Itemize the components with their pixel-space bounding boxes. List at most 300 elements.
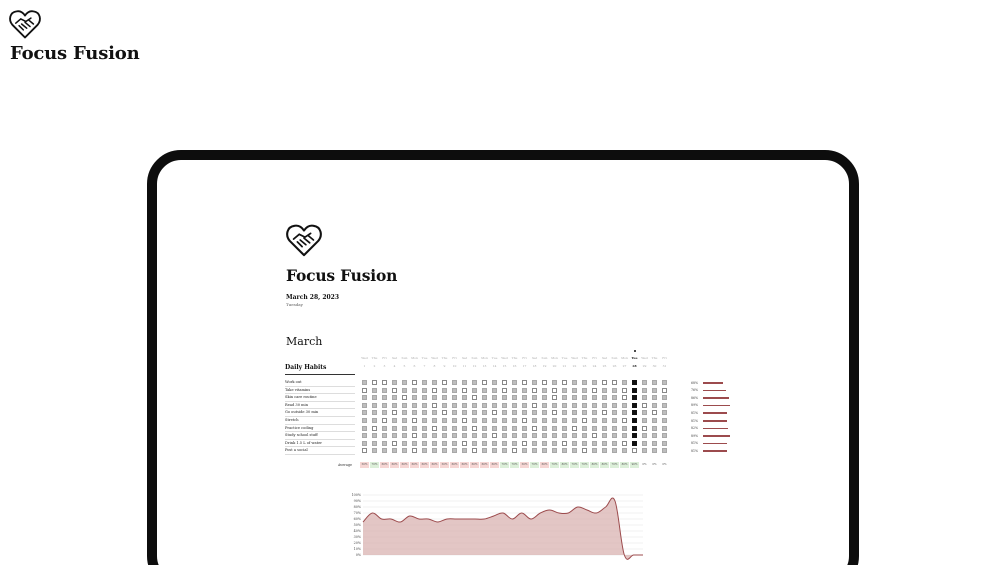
habit-checkbox[interactable] — [592, 426, 597, 431]
habit-checkbox[interactable] — [662, 403, 667, 408]
habit-checkbox[interactable] — [622, 395, 627, 400]
habit-checkbox[interactable] — [642, 418, 647, 423]
habit-checkbox[interactable] — [542, 441, 547, 446]
habit-checkbox[interactable] — [452, 380, 457, 385]
habit-checkbox[interactable] — [362, 388, 367, 393]
habit-checkbox[interactable] — [412, 441, 417, 446]
habit-checkbox[interactable] — [382, 426, 387, 431]
habit-checkbox[interactable] — [402, 410, 407, 415]
habit-checkbox[interactable] — [512, 426, 517, 431]
habit-checkbox[interactable] — [622, 433, 627, 438]
habit-checkbox[interactable] — [582, 395, 587, 400]
habit-checkbox[interactable] — [652, 380, 657, 385]
habit-checkbox[interactable] — [652, 395, 657, 400]
habit-checkbox[interactable] — [592, 448, 597, 453]
habit-checkbox[interactable] — [432, 441, 437, 446]
habit-checkbox[interactable] — [602, 418, 607, 423]
habit-checkbox[interactable] — [552, 388, 557, 393]
habit-checkbox[interactable] — [362, 441, 367, 446]
habit-checkbox[interactable] — [542, 433, 547, 438]
habit-checkbox[interactable] — [582, 441, 587, 446]
habit-checkbox[interactable] — [662, 433, 667, 438]
habit-checkbox[interactable] — [552, 441, 557, 446]
habit-checkbox[interactable] — [582, 403, 587, 408]
habit-checkbox[interactable] — [522, 426, 527, 431]
habit-checkbox[interactable] — [442, 418, 447, 423]
habit-checkbox[interactable] — [662, 388, 667, 393]
habit-checkbox[interactable] — [372, 395, 377, 400]
habit-checkbox[interactable] — [412, 426, 417, 431]
habit-checkbox[interactable] — [462, 403, 467, 408]
habit-checkbox[interactable] — [522, 448, 527, 453]
habit-checkbox[interactable] — [482, 433, 487, 438]
habit-checkbox[interactable] — [532, 418, 537, 423]
habit-checkbox[interactable] — [542, 395, 547, 400]
habit-checkbox[interactable] — [592, 410, 597, 415]
habit-checkbox[interactable] — [652, 426, 657, 431]
habit-checkbox[interactable] — [382, 380, 387, 385]
habit-checkbox[interactable] — [552, 448, 557, 453]
habit-checkbox[interactable] — [652, 433, 657, 438]
habit-checkbox[interactable] — [632, 433, 637, 438]
habit-checkbox[interactable] — [622, 448, 627, 453]
habit-checkbox[interactable] — [422, 448, 427, 453]
habit-checkbox[interactable] — [532, 426, 537, 431]
habit-checkbox[interactable] — [422, 418, 427, 423]
habit-checkbox[interactable] — [612, 403, 617, 408]
habit-checkbox[interactable] — [372, 426, 377, 431]
habit-checkbox[interactable] — [442, 448, 447, 453]
habit-checkbox[interactable] — [602, 448, 607, 453]
habit-checkbox[interactable] — [432, 403, 437, 408]
habit-checkbox[interactable] — [572, 388, 577, 393]
habit-checkbox[interactable] — [472, 380, 477, 385]
habit-checkbox[interactable] — [462, 441, 467, 446]
habit-checkbox[interactable] — [412, 388, 417, 393]
habit-checkbox[interactable] — [542, 448, 547, 453]
habit-checkbox[interactable] — [392, 426, 397, 431]
habit-checkbox[interactable] — [512, 448, 517, 453]
habit-checkbox[interactable] — [392, 395, 397, 400]
habit-checkbox[interactable] — [392, 403, 397, 408]
habit-checkbox[interactable] — [412, 418, 417, 423]
habit-checkbox[interactable] — [592, 441, 597, 446]
habit-checkbox[interactable] — [552, 410, 557, 415]
habit-checkbox[interactable] — [362, 380, 367, 385]
habit-checkbox[interactable] — [542, 426, 547, 431]
habit-checkbox[interactable] — [482, 418, 487, 423]
habit-checkbox[interactable] — [452, 441, 457, 446]
habit-checkbox[interactable] — [632, 403, 637, 408]
habit-checkbox[interactable] — [522, 403, 527, 408]
habit-checkbox[interactable] — [652, 418, 657, 423]
habit-checkbox[interactable] — [522, 418, 527, 423]
habit-checkbox[interactable] — [452, 395, 457, 400]
habit-checkbox[interactable] — [442, 403, 447, 408]
habit-checkbox[interactable] — [642, 388, 647, 393]
habit-checkbox[interactable] — [622, 441, 627, 446]
habit-checkbox[interactable] — [632, 410, 637, 415]
habit-checkbox[interactable] — [502, 380, 507, 385]
habit-checkbox[interactable] — [522, 410, 527, 415]
habit-checkbox[interactable] — [502, 441, 507, 446]
habit-checkbox[interactable] — [642, 403, 647, 408]
habit-checkbox[interactable] — [572, 403, 577, 408]
habit-checkbox[interactable] — [592, 418, 597, 423]
habit-checkbox[interactable] — [592, 380, 597, 385]
habit-checkbox[interactable] — [612, 441, 617, 446]
habit-checkbox[interactable] — [562, 433, 567, 438]
habit-checkbox[interactable] — [402, 380, 407, 385]
habit-checkbox[interactable] — [392, 380, 397, 385]
habit-checkbox[interactable] — [562, 426, 567, 431]
habit-checkbox[interactable] — [422, 410, 427, 415]
habit-checkbox[interactable] — [602, 433, 607, 438]
habit-checkbox[interactable] — [552, 380, 557, 385]
habit-checkbox[interactable] — [372, 380, 377, 385]
habit-checkbox[interactable] — [452, 388, 457, 393]
habit-checkbox[interactable] — [382, 410, 387, 415]
habit-checkbox[interactable] — [432, 410, 437, 415]
habit-checkbox[interactable] — [632, 426, 637, 431]
habit-checkbox[interactable] — [472, 426, 477, 431]
habit-checkbox[interactable] — [512, 410, 517, 415]
habit-checkbox[interactable] — [662, 426, 667, 431]
habit-checkbox[interactable] — [632, 418, 637, 423]
habit-checkbox[interactable] — [462, 388, 467, 393]
habit-checkbox[interactable] — [522, 388, 527, 393]
habit-checkbox[interactable] — [602, 426, 607, 431]
habit-checkbox[interactable] — [482, 448, 487, 453]
habit-checkbox[interactable] — [522, 433, 527, 438]
habit-checkbox[interactable] — [402, 426, 407, 431]
habit-checkbox[interactable] — [362, 433, 367, 438]
habit-checkbox[interactable] — [462, 426, 467, 431]
habit-checkbox[interactable] — [532, 403, 537, 408]
habit-checkbox[interactable] — [492, 395, 497, 400]
habit-checkbox[interactable] — [432, 388, 437, 393]
habit-checkbox[interactable] — [412, 395, 417, 400]
habit-checkbox[interactable] — [482, 380, 487, 385]
habit-checkbox[interactable] — [552, 418, 557, 423]
habit-checkbox[interactable] — [412, 410, 417, 415]
habit-checkbox[interactable] — [492, 441, 497, 446]
habit-checkbox[interactable] — [382, 433, 387, 438]
habit-checkbox[interactable] — [372, 418, 377, 423]
habit-checkbox[interactable] — [592, 403, 597, 408]
habit-checkbox[interactable] — [472, 403, 477, 408]
habit-checkbox[interactable] — [452, 433, 457, 438]
habit-checkbox[interactable] — [372, 441, 377, 446]
habit-checkbox[interactable] — [392, 448, 397, 453]
habit-checkbox[interactable] — [632, 388, 637, 393]
habit-checkbox[interactable] — [402, 448, 407, 453]
habit-checkbox[interactable] — [542, 380, 547, 385]
habit-checkbox[interactable] — [612, 380, 617, 385]
habit-checkbox[interactable] — [562, 418, 567, 423]
habit-checkbox[interactable] — [642, 426, 647, 431]
habit-checkbox[interactable] — [462, 448, 467, 453]
habit-checkbox[interactable] — [502, 433, 507, 438]
habit-checkbox[interactable] — [492, 448, 497, 453]
habit-checkbox[interactable] — [372, 388, 377, 393]
habit-checkbox[interactable] — [642, 433, 647, 438]
habit-checkbox[interactable] — [532, 448, 537, 453]
habit-checkbox[interactable] — [642, 441, 647, 446]
habit-checkbox[interactable] — [382, 418, 387, 423]
habit-checkbox[interactable] — [532, 441, 537, 446]
habit-checkbox[interactable] — [492, 410, 497, 415]
habit-checkbox[interactable] — [542, 418, 547, 423]
habit-checkbox[interactable] — [592, 395, 597, 400]
habit-checkbox[interactable] — [482, 395, 487, 400]
habit-checkbox[interactable] — [552, 426, 557, 431]
habit-checkbox[interactable] — [402, 418, 407, 423]
habit-checkbox[interactable] — [612, 433, 617, 438]
habit-checkbox[interactable] — [592, 388, 597, 393]
habit-checkbox[interactable] — [662, 448, 667, 453]
habit-checkbox[interactable] — [562, 388, 567, 393]
habit-checkbox[interactable] — [472, 418, 477, 423]
habit-checkbox[interactable] — [452, 448, 457, 453]
habit-checkbox[interactable] — [622, 403, 627, 408]
habit-checkbox[interactable] — [482, 426, 487, 431]
habit-checkbox[interactable] — [532, 388, 537, 393]
habit-checkbox[interactable] — [502, 410, 507, 415]
habit-checkbox[interactable] — [402, 395, 407, 400]
habit-checkbox[interactable] — [642, 380, 647, 385]
habit-checkbox[interactable] — [502, 426, 507, 431]
habit-checkbox[interactable] — [572, 380, 577, 385]
habit-checkbox[interactable] — [542, 403, 547, 408]
habit-checkbox[interactable] — [412, 448, 417, 453]
habit-checkbox[interactable] — [652, 403, 657, 408]
habit-checkbox[interactable] — [512, 418, 517, 423]
habit-checkbox[interactable] — [452, 410, 457, 415]
habit-checkbox[interactable] — [602, 395, 607, 400]
habit-checkbox[interactable] — [502, 448, 507, 453]
habit-checkbox[interactable] — [572, 433, 577, 438]
habit-checkbox[interactable] — [372, 448, 377, 453]
habit-checkbox[interactable] — [402, 433, 407, 438]
habit-checkbox[interactable] — [472, 448, 477, 453]
habit-checkbox[interactable] — [502, 418, 507, 423]
habit-checkbox[interactable] — [652, 448, 657, 453]
habit-checkbox[interactable] — [482, 410, 487, 415]
habit-checkbox[interactable] — [382, 395, 387, 400]
habit-checkbox[interactable] — [652, 410, 657, 415]
habit-checkbox[interactable] — [392, 388, 397, 393]
habit-checkbox[interactable] — [432, 426, 437, 431]
habit-checkbox[interactable] — [612, 426, 617, 431]
habit-checkbox[interactable] — [602, 441, 607, 446]
habit-checkbox[interactable] — [562, 410, 567, 415]
habit-checkbox[interactable] — [462, 380, 467, 385]
habit-checkbox[interactable] — [582, 388, 587, 393]
habit-checkbox[interactable] — [562, 380, 567, 385]
habit-checkbox[interactable] — [532, 395, 537, 400]
habit-checkbox[interactable] — [512, 403, 517, 408]
habit-checkbox[interactable] — [652, 388, 657, 393]
habit-checkbox[interactable] — [422, 380, 427, 385]
habit-checkbox[interactable] — [572, 395, 577, 400]
habit-checkbox[interactable] — [452, 403, 457, 408]
habit-checkbox[interactable] — [442, 441, 447, 446]
habit-checkbox[interactable] — [602, 380, 607, 385]
habit-checkbox[interactable] — [582, 418, 587, 423]
habit-checkbox[interactable] — [632, 448, 637, 453]
habit-checkbox[interactable] — [662, 395, 667, 400]
habit-checkbox[interactable] — [492, 388, 497, 393]
habit-checkbox[interactable] — [482, 388, 487, 393]
habit-checkbox[interactable] — [602, 388, 607, 393]
habit-checkbox[interactable] — [402, 441, 407, 446]
habit-checkbox[interactable] — [492, 403, 497, 408]
habit-checkbox[interactable] — [562, 448, 567, 453]
habit-checkbox[interactable] — [502, 388, 507, 393]
habit-checkbox[interactable] — [632, 441, 637, 446]
habit-checkbox[interactable] — [472, 433, 477, 438]
habit-checkbox[interactable] — [642, 448, 647, 453]
habit-checkbox[interactable] — [382, 403, 387, 408]
habit-checkbox[interactable] — [442, 380, 447, 385]
habit-checkbox[interactable] — [362, 410, 367, 415]
habit-checkbox[interactable] — [632, 395, 637, 400]
habit-checkbox[interactable] — [372, 433, 377, 438]
habit-checkbox[interactable] — [622, 410, 627, 415]
habit-checkbox[interactable] — [462, 418, 467, 423]
habit-checkbox[interactable] — [572, 418, 577, 423]
habit-checkbox[interactable] — [412, 433, 417, 438]
habit-checkbox[interactable] — [392, 410, 397, 415]
habit-checkbox[interactable] — [582, 448, 587, 453]
habit-checkbox[interactable] — [362, 403, 367, 408]
habit-checkbox[interactable] — [382, 388, 387, 393]
habit-checkbox[interactable] — [602, 403, 607, 408]
habit-checkbox[interactable] — [372, 410, 377, 415]
habit-checkbox[interactable] — [402, 388, 407, 393]
habit-checkbox[interactable] — [552, 395, 557, 400]
habit-checkbox[interactable] — [662, 441, 667, 446]
habit-checkbox[interactable] — [392, 441, 397, 446]
habit-checkbox[interactable] — [422, 433, 427, 438]
habit-checkbox[interactable] — [442, 388, 447, 393]
habit-checkbox[interactable] — [622, 426, 627, 431]
habit-checkbox[interactable] — [462, 395, 467, 400]
habit-checkbox[interactable] — [472, 441, 477, 446]
habit-checkbox[interactable] — [412, 380, 417, 385]
habit-checkbox[interactable] — [632, 380, 637, 385]
habit-checkbox[interactable] — [512, 380, 517, 385]
habit-checkbox[interactable] — [442, 433, 447, 438]
habit-checkbox[interactable] — [562, 395, 567, 400]
habit-checkbox[interactable] — [592, 433, 597, 438]
habit-checkbox[interactable] — [522, 380, 527, 385]
habit-checkbox[interactable] — [432, 395, 437, 400]
habit-checkbox[interactable] — [362, 448, 367, 453]
habit-checkbox[interactable] — [532, 380, 537, 385]
habit-checkbox[interactable] — [442, 426, 447, 431]
habit-checkbox[interactable] — [612, 410, 617, 415]
habit-checkbox[interactable] — [432, 433, 437, 438]
habit-checkbox[interactable] — [422, 426, 427, 431]
habit-checkbox[interactable] — [662, 418, 667, 423]
habit-checkbox[interactable] — [492, 426, 497, 431]
habit-checkbox[interactable] — [442, 395, 447, 400]
habit-checkbox[interactable] — [582, 380, 587, 385]
habit-checkbox[interactable] — [582, 426, 587, 431]
habit-checkbox[interactable] — [572, 426, 577, 431]
habit-checkbox[interactable] — [362, 395, 367, 400]
habit-checkbox[interactable] — [362, 426, 367, 431]
habit-checkbox[interactable] — [622, 380, 627, 385]
habit-checkbox[interactable] — [422, 395, 427, 400]
habit-checkbox[interactable] — [622, 388, 627, 393]
habit-checkbox[interactable] — [532, 410, 537, 415]
habit-checkbox[interactable] — [552, 403, 557, 408]
habit-checkbox[interactable] — [462, 433, 467, 438]
habit-checkbox[interactable] — [502, 403, 507, 408]
habit-checkbox[interactable] — [542, 410, 547, 415]
habit-checkbox[interactable] — [492, 380, 497, 385]
habit-checkbox[interactable] — [552, 433, 557, 438]
habit-checkbox[interactable] — [662, 410, 667, 415]
habit-checkbox[interactable] — [392, 418, 397, 423]
habit-checkbox[interactable] — [432, 380, 437, 385]
habit-checkbox[interactable] — [652, 441, 657, 446]
habit-checkbox[interactable] — [612, 388, 617, 393]
habit-checkbox[interactable] — [522, 395, 527, 400]
habit-checkbox[interactable] — [362, 418, 367, 423]
habit-checkbox[interactable] — [572, 441, 577, 446]
habit-checkbox[interactable] — [562, 441, 567, 446]
habit-checkbox[interactable] — [482, 403, 487, 408]
habit-checkbox[interactable] — [612, 418, 617, 423]
habit-checkbox[interactable] — [502, 395, 507, 400]
habit-checkbox[interactable] — [512, 433, 517, 438]
habit-checkbox[interactable] — [372, 403, 377, 408]
habit-checkbox[interactable] — [522, 441, 527, 446]
habit-checkbox[interactable] — [622, 418, 627, 423]
habit-checkbox[interactable] — [542, 388, 547, 393]
habit-checkbox[interactable] — [432, 448, 437, 453]
habit-checkbox[interactable] — [512, 388, 517, 393]
habit-checkbox[interactable] — [492, 433, 497, 438]
habit-checkbox[interactable] — [422, 388, 427, 393]
habit-checkbox[interactable] — [432, 418, 437, 423]
habit-checkbox[interactable] — [612, 395, 617, 400]
habit-checkbox[interactable] — [582, 410, 587, 415]
habit-checkbox[interactable] — [472, 410, 477, 415]
habit-checkbox[interactable] — [472, 395, 477, 400]
habit-checkbox[interactable] — [402, 403, 407, 408]
habit-checkbox[interactable] — [512, 395, 517, 400]
habit-checkbox[interactable] — [642, 410, 647, 415]
habit-checkbox[interactable] — [422, 403, 427, 408]
habit-checkbox[interactable] — [662, 380, 667, 385]
habit-checkbox[interactable] — [642, 395, 647, 400]
habit-checkbox[interactable] — [422, 441, 427, 446]
habit-checkbox[interactable] — [482, 441, 487, 446]
habit-checkbox[interactable] — [512, 441, 517, 446]
habit-checkbox[interactable] — [382, 441, 387, 446]
habit-checkbox[interactable] — [412, 403, 417, 408]
habit-checkbox[interactable] — [452, 418, 457, 423]
habit-checkbox[interactable] — [392, 433, 397, 438]
habit-checkbox[interactable] — [562, 403, 567, 408]
habit-checkbox[interactable] — [582, 433, 587, 438]
habit-checkbox[interactable] — [492, 418, 497, 423]
